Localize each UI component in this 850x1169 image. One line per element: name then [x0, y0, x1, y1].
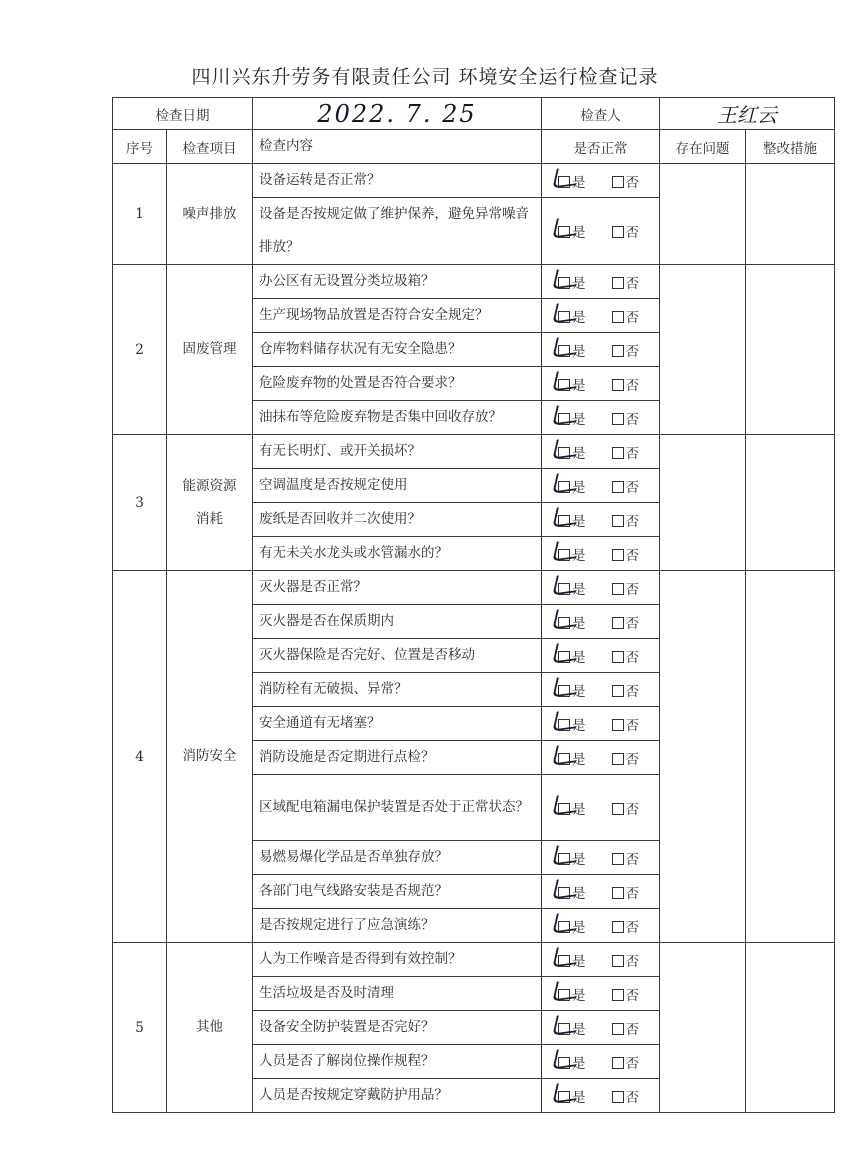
inspector-signature: 王红云: [717, 103, 777, 127]
no-label: 否: [625, 225, 639, 241]
inspector-value-cell[interactable]: [660, 98, 835, 130]
section-item: 噪声排放: [167, 164, 253, 265]
no-label: 否: [625, 513, 639, 530]
no-checkbox[interactable]: [612, 447, 624, 459]
no-label: 否: [625, 343, 639, 360]
yes-checkbox[interactable]: [558, 413, 570, 425]
normal-check-cell: [542, 537, 660, 571]
document-title: 四川兴东升劳务有限责任公司 环境安全运行检查记录: [191, 66, 659, 88]
no-label: 否: [625, 377, 639, 394]
check-content: 人员是否了解岗位操作规程？: [253, 1045, 542, 1079]
yes-checkbox[interactable]: [558, 853, 570, 865]
header-row-date: [113, 98, 835, 130]
table-row: [113, 265, 835, 299]
yes-label: 是: [572, 309, 586, 326]
normal-check-cell: [542, 1045, 660, 1079]
normal-check-cell: [542, 164, 660, 198]
yes-checkbox[interactable]: [558, 583, 570, 595]
normal-check-cell: [542, 198, 660, 265]
no-checkbox[interactable]: [612, 549, 624, 561]
measure-cell[interactable]: [746, 164, 835, 265]
issue-cell[interactable]: [660, 265, 746, 435]
yes-label: 是: [572, 717, 586, 734]
yes-label: 是: [572, 174, 586, 191]
col-measure: 整改措施: [746, 130, 835, 164]
date-value-cell[interactable]: [253, 98, 542, 130]
check-content: 生产现场物品放置是否符合安全规定？: [253, 299, 542, 333]
yes-checkbox[interactable]: [558, 277, 570, 289]
yes-checkbox[interactable]: [558, 685, 570, 697]
normal-check-cell: [542, 333, 660, 367]
normal-check-cell: [542, 503, 660, 537]
yes-checkbox[interactable]: [558, 1091, 570, 1103]
col-issue: 存在问题: [660, 130, 746, 164]
normal-check-cell: [542, 909, 660, 943]
yes-label: 是: [572, 1055, 586, 1072]
no-label: 否: [625, 919, 639, 936]
yes-label: 是: [572, 513, 586, 530]
no-checkbox[interactable]: [612, 1057, 624, 1069]
check-content: 人员是否按规定穿戴防护用品？: [253, 1079, 542, 1113]
yes-label: 是: [572, 615, 586, 632]
yes-checkbox[interactable]: [558, 617, 570, 629]
yes-label: 是: [572, 987, 586, 1004]
yes-label: 是: [572, 953, 586, 970]
issue-cell[interactable]: [660, 164, 746, 265]
check-content: 灭火器是否正常？: [253, 571, 542, 605]
yes-label: 是: [572, 649, 586, 666]
check-content: 灭火器保险是否完好、位置是否移动: [253, 639, 542, 673]
column-header-row: [113, 130, 835, 164]
no-checkbox[interactable]: [612, 277, 624, 289]
normal-check-cell: [542, 1079, 660, 1113]
no-checkbox[interactable]: [612, 1023, 624, 1035]
normal-check-cell: [542, 775, 660, 841]
check-content: 设备是否按规定做了维护保养，避免异常噪音排放？: [253, 198, 542, 265]
yes-label: 是: [572, 225, 586, 241]
check-content: 消防栓有无破损、异常？: [253, 673, 542, 707]
no-checkbox[interactable]: [612, 311, 624, 323]
yes-label: 是: [572, 479, 586, 496]
section-seq: 1: [113, 164, 167, 265]
yes-checkbox[interactable]: [558, 1023, 570, 1035]
table-row: [113, 435, 835, 469]
no-label: 否: [625, 615, 639, 632]
no-label: 否: [625, 1055, 639, 1072]
section-item: 其他: [167, 943, 253, 1113]
yes-label: 是: [572, 885, 586, 902]
table-row: [113, 571, 835, 605]
no-label: 否: [625, 411, 639, 428]
yes-checkbox[interactable]: [558, 1057, 570, 1069]
no-label: 否: [625, 445, 639, 462]
section-seq: 2: [113, 265, 167, 435]
yes-label: 是: [572, 1089, 586, 1106]
yes-checkbox[interactable]: [558, 176, 570, 188]
no-label: 否: [625, 309, 639, 326]
normal-check-cell: [542, 639, 660, 673]
yes-label: 是: [572, 547, 586, 564]
date-value: 2022. 7. 25: [317, 99, 477, 128]
yes-checkbox[interactable]: [558, 887, 570, 899]
check-content: 易燃易爆化学品是否单独存放？: [253, 841, 542, 875]
normal-check-cell: [542, 1011, 660, 1045]
col-seq: 序号: [113, 130, 167, 164]
no-label: 否: [625, 174, 639, 191]
issue-cell[interactable]: [660, 435, 746, 571]
no-label: 否: [625, 751, 639, 768]
col-item: 检查项目: [167, 130, 253, 164]
yes-label: 是: [572, 275, 586, 292]
col-content: 检查内容: [253, 130, 542, 164]
no-checkbox[interactable]: [612, 853, 624, 865]
no-label: 否: [625, 581, 639, 598]
no-label: 否: [625, 683, 639, 700]
check-content: 废纸是否回收并二次使用？: [253, 503, 542, 537]
check-content: 灭火器是否在保质期内: [253, 605, 542, 639]
no-label: 否: [625, 479, 639, 496]
no-checkbox[interactable]: [612, 753, 624, 765]
yes-label: 是: [572, 801, 586, 818]
check-content: 危险废弃物的处置是否符合要求？: [253, 367, 542, 401]
normal-check-cell: [542, 367, 660, 401]
measure-cell[interactable]: [746, 571, 835, 943]
normal-check-cell: [542, 673, 660, 707]
date-label: 检查日期: [113, 98, 253, 130]
measure-cell[interactable]: [746, 435, 835, 571]
no-checkbox[interactable]: [612, 887, 624, 899]
yes-checkbox[interactable]: [558, 719, 570, 731]
no-checkbox[interactable]: [612, 481, 624, 493]
check-content: 办公区有无设置分类垃圾箱？: [253, 265, 542, 299]
check-content: 设备运转是否正常？: [253, 164, 542, 198]
section-item: 能源资源消耗: [167, 435, 253, 571]
no-checkbox[interactable]: [612, 583, 624, 595]
check-content: 区域配电箱漏电保护装置是否处于正常状态？: [253, 775, 542, 841]
yes-label: 是: [572, 445, 586, 462]
no-checkbox[interactable]: [612, 617, 624, 629]
normal-check-cell: [542, 841, 660, 875]
check-content: 油抹布等危险废弃物是否集中回收存放？: [253, 401, 542, 435]
yes-checkbox[interactable]: [558, 921, 570, 933]
inspector-label: 检查人: [542, 98, 660, 130]
no-checkbox[interactable]: [612, 955, 624, 967]
no-checkbox[interactable]: [612, 921, 624, 933]
no-checkbox[interactable]: [612, 345, 624, 357]
check-content: 各部门电气线路安装是否规范？: [253, 875, 542, 909]
check-content: 生活垃圾是否及时清理: [253, 977, 542, 1011]
yes-label: 是: [572, 343, 586, 360]
normal-check-cell: [542, 299, 660, 333]
check-content: 消防设施是否定期进行点检？: [253, 741, 542, 775]
no-checkbox[interactable]: [612, 413, 624, 425]
yes-checkbox[interactable]: [558, 345, 570, 357]
measure-cell[interactable]: [746, 265, 835, 435]
yes-label: 是: [572, 919, 586, 936]
check-content: 空调温度是否按规定使用: [253, 469, 542, 503]
normal-check-cell: [542, 469, 660, 503]
table-row: [113, 943, 835, 977]
yes-label: 是: [572, 751, 586, 768]
no-label: 否: [625, 987, 639, 1004]
col-normal: 是否正常: [542, 130, 660, 164]
no-label: 否: [625, 801, 639, 818]
no-label: 否: [625, 953, 639, 970]
yes-label: 是: [572, 411, 586, 428]
yes-checkbox[interactable]: [558, 803, 570, 815]
yes-label: 是: [572, 377, 586, 394]
yes-checkbox[interactable]: [558, 226, 570, 238]
yes-checkbox[interactable]: [558, 481, 570, 493]
normal-check-cell: [542, 875, 660, 909]
normal-check-cell: [542, 707, 660, 741]
check-content: 是否按规定进行了应急演练？: [253, 909, 542, 943]
normal-check-cell: [542, 977, 660, 1011]
yes-checkbox[interactable]: [558, 955, 570, 967]
no-checkbox[interactable]: [612, 989, 624, 1001]
issue-cell[interactable]: [660, 943, 746, 1113]
normal-check-cell: [542, 435, 660, 469]
no-label: 否: [625, 1089, 639, 1106]
normal-check-cell: [542, 943, 660, 977]
section-seq: 4: [113, 571, 167, 943]
measure-cell[interactable]: [746, 943, 835, 1113]
no-label: 否: [625, 851, 639, 868]
inspection-table: [112, 97, 835, 1113]
no-checkbox[interactable]: [612, 515, 624, 527]
issue-cell[interactable]: [660, 571, 746, 943]
no-checkbox[interactable]: [612, 226, 624, 238]
no-checkbox[interactable]: [612, 719, 624, 731]
yes-checkbox[interactable]: [558, 515, 570, 527]
no-checkbox[interactable]: [612, 803, 624, 815]
section-item: 固废管理: [167, 265, 253, 435]
no-checkbox[interactable]: [612, 1091, 624, 1103]
no-checkbox[interactable]: [612, 176, 624, 188]
no-checkbox[interactable]: [612, 651, 624, 663]
yes-checkbox[interactable]: [558, 311, 570, 323]
table-row: [113, 164, 835, 198]
no-label: 否: [625, 717, 639, 734]
yes-checkbox[interactable]: [558, 651, 570, 663]
yes-checkbox[interactable]: [558, 549, 570, 561]
check-content: 有无未关水龙头或水管漏水的？: [253, 537, 542, 571]
check-content: 设备安全防护装置是否完好？: [253, 1011, 542, 1045]
no-label: 否: [625, 885, 639, 902]
yes-label: 是: [572, 683, 586, 700]
section-seq: 5: [113, 943, 167, 1113]
section-item: 消防安全: [167, 571, 253, 943]
check-content: 仓库物料储存状况有无安全隐患？: [253, 333, 542, 367]
check-content: 安全通道有无堵塞？: [253, 707, 542, 741]
normal-check-cell: [542, 571, 660, 605]
normal-check-cell: [542, 741, 660, 775]
yes-label: 是: [572, 851, 586, 868]
no-checkbox[interactable]: [612, 379, 624, 391]
yes-checkbox[interactable]: [558, 447, 570, 459]
no-label: 否: [625, 1021, 639, 1038]
check-content: 人为工作噪音是否得到有效控制？: [253, 943, 542, 977]
normal-check-cell: [542, 401, 660, 435]
yes-checkbox[interactable]: [558, 989, 570, 1001]
normal-check-cell: [542, 265, 660, 299]
yes-checkbox[interactable]: [558, 753, 570, 765]
normal-check-cell: [542, 605, 660, 639]
check-content: 有无长明灯、或开关损坏？: [253, 435, 542, 469]
yes-label: 是: [572, 1021, 586, 1038]
no-label: 否: [625, 649, 639, 666]
no-label: 否: [625, 547, 639, 564]
no-checkbox[interactable]: [612, 685, 624, 697]
no-label: 否: [625, 275, 639, 292]
yes-checkbox[interactable]: [558, 379, 570, 391]
section-seq: 3: [113, 435, 167, 571]
yes-label: 是: [572, 581, 586, 598]
